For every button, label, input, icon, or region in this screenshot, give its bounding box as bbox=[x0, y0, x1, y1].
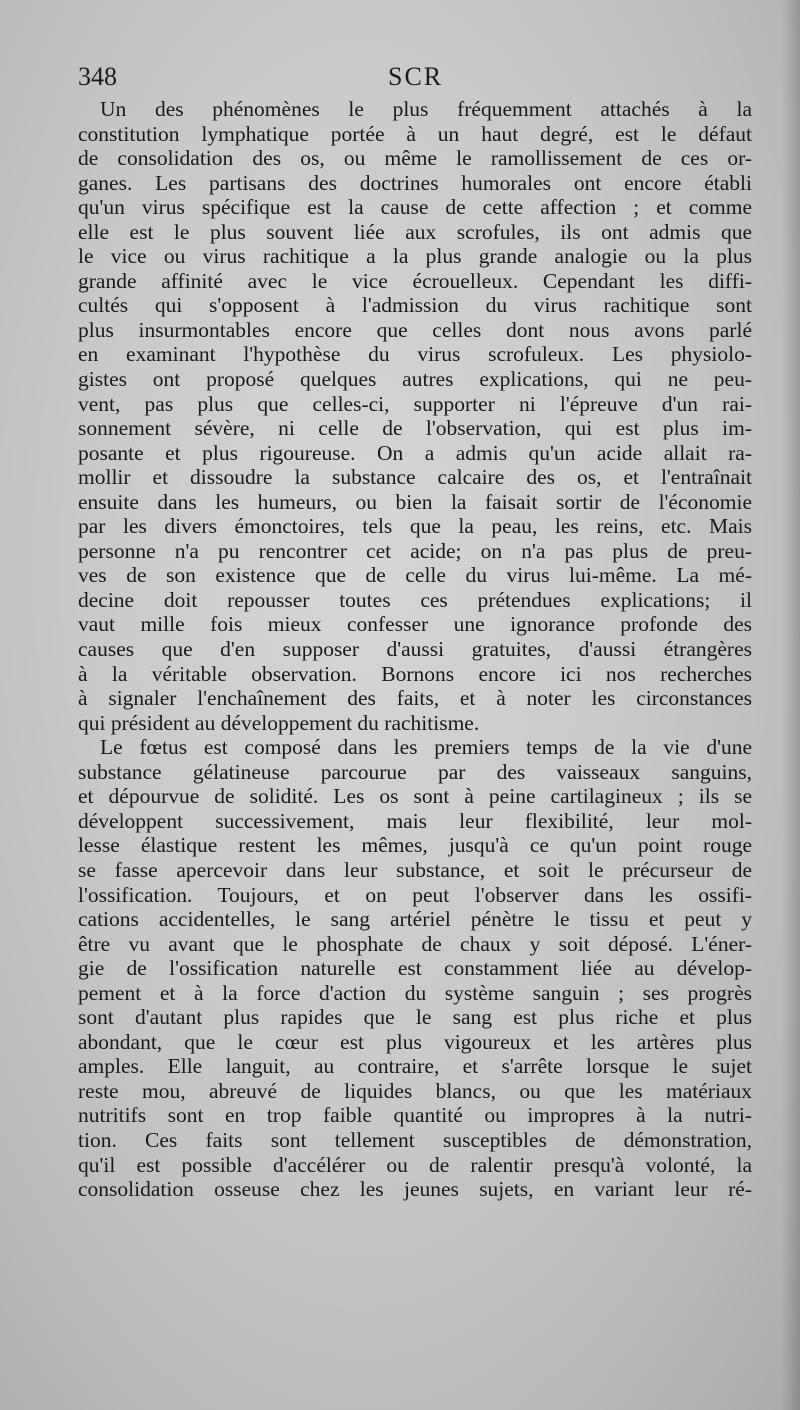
text-line: pement et à la force d'action du système sanguin ; ses progrès bbox=[78, 980, 752, 1005]
text-line: posante et plus rigoureuse. On a admis qu'un acide allait ra- bbox=[78, 440, 752, 465]
paragraph bbox=[78, 735, 752, 1201]
text-line: sonnement sévère, ni celle de l'observation, qui est plus im- bbox=[78, 416, 752, 441]
page-number: 348 bbox=[78, 62, 117, 91]
text-line: Un des phénomènes le plus fréquemment attachés à la bbox=[100, 97, 752, 121]
text-line: plus insurmontables encore que celles dont nous avons parlé bbox=[78, 317, 752, 342]
text-line: le vice ou virus rachitique a la plus grande analogie ou la plus bbox=[78, 244, 752, 269]
text-line: de consolidation des os, ou même le ramollissement de ces or- bbox=[78, 146, 752, 171]
text-line: par les divers émonctoires, tels que la peau, les reins, etc. Mais bbox=[78, 514, 752, 539]
text-line: et dépourvue de solidité. Les os sont à peine cartilagineux ; ils se bbox=[78, 784, 752, 809]
text-line: mollir et dissoudre la substance calcaire des os, et l'entraînait bbox=[78, 465, 752, 490]
text-line: cultés qui s'opposent à l'admission du virus rachitique sont bbox=[78, 293, 752, 318]
text-line: constitution lymphatique portée à un haut degré, est le défaut bbox=[78, 121, 752, 146]
text-line: ensuite dans les humeurs, ou bien la faisait sortir de l'économie bbox=[78, 489, 752, 514]
text-line: qu'un virus spécifique est la cause de cette affection ; et comme bbox=[78, 195, 752, 220]
text-line: nutritifs sont en trop faible quantité ou impropres à la nutri- bbox=[78, 1103, 752, 1128]
text-line: tion. Ces faits sont tellement susceptibles de démonstration, bbox=[78, 1127, 752, 1152]
text-line: consolidation osseuse chez les jeunes sujets, en variant leur ré- bbox=[78, 1177, 752, 1202]
running-head: SCR bbox=[388, 62, 444, 91]
text-line: gie de l'ossification naturelle est constamment liée au dévelop- bbox=[78, 956, 752, 981]
text-line: à la véritable observation. Bornons encore ici nos recherches bbox=[78, 661, 752, 686]
paragraph bbox=[78, 97, 752, 735]
text-line: elle est le plus souvent liée aux scrofules, ils ont admis que bbox=[78, 219, 752, 244]
page-edge-shadow bbox=[782, 0, 800, 1410]
text-line: se fasse apercevoir dans leur substance, et soit le précurseur de bbox=[78, 857, 752, 882]
text-line: lesse élastique restent les mêmes, jusqu'à ce qu'un point rouge bbox=[78, 833, 752, 858]
text-line: être vu avant que le phosphate de chaux y soit déposé. L'éner- bbox=[78, 931, 752, 956]
text-line: reste mou, abreuvé de liquides blancs, ou que les matériaux bbox=[78, 1078, 752, 1103]
text-line: grande affinité avec le vice écrouelleux. Cependant les diffi- bbox=[78, 268, 752, 293]
text-line: causes que d'en supposer d'aussi gratuites, d'aussi étrangères bbox=[78, 637, 752, 662]
text-line: amples. Elle languit, au contraire, et s'arrête lorsque le sujet bbox=[78, 1054, 752, 1079]
text-line: abondant, que le cœur est plus vigoureux et les artères plus bbox=[78, 1029, 752, 1054]
text-line: sont d'autant plus rapides que le sang est plus riche et plus bbox=[78, 1005, 752, 1030]
text-line: qu'il est possible d'accélérer ou de ralentir presqu'à volonté, la bbox=[78, 1152, 752, 1177]
text-line: Le fœtus est composé dans les premiers temps de la vie d'une bbox=[100, 735, 752, 760]
text-line: ganes. Les partisans des doctrines humorales ont encore établi bbox=[78, 170, 752, 195]
body-text bbox=[78, 97, 752, 1202]
text-line: cations accidentelles, le sang artériel pénètre le tissu et peut y bbox=[78, 907, 752, 932]
page-header bbox=[78, 62, 750, 96]
text-line: en examinant l'hypothèse du virus scrofuleux. Les physiolo- bbox=[78, 342, 752, 367]
text-line: qui président au développement du rachitisme. bbox=[78, 710, 480, 735]
text-line: vaut mille fois mieux confesser une ignorance profonde des bbox=[78, 612, 752, 637]
text-line: développent successivement, mais leur flexibilité, leur mol- bbox=[78, 808, 752, 833]
text-line: vent, pas plus que celles-ci, supporter ni l'épreuve d'un rai- bbox=[78, 391, 752, 416]
text-line: substance gélatineuse parcourue par des vaisseaux sanguins, bbox=[78, 759, 752, 784]
text-line: à signaler l'enchaînement des faits, et à noter les circonstances bbox=[78, 686, 752, 711]
text-line: ves de son existence que de celle du virus lui-même. La mé- bbox=[78, 563, 752, 588]
text-line: gistes ont proposé quelques autres explications, qui ne peu- bbox=[78, 367, 752, 392]
text-line: decine doit repousser toutes ces prétendues explications; il bbox=[78, 587, 752, 612]
text-line: personne n'a pu rencontrer cet acide; on n'a pas plus de preu- bbox=[78, 538, 752, 563]
text-line: l'ossification. Toujours, et on peut l'observer dans les ossifi- bbox=[78, 882, 752, 907]
